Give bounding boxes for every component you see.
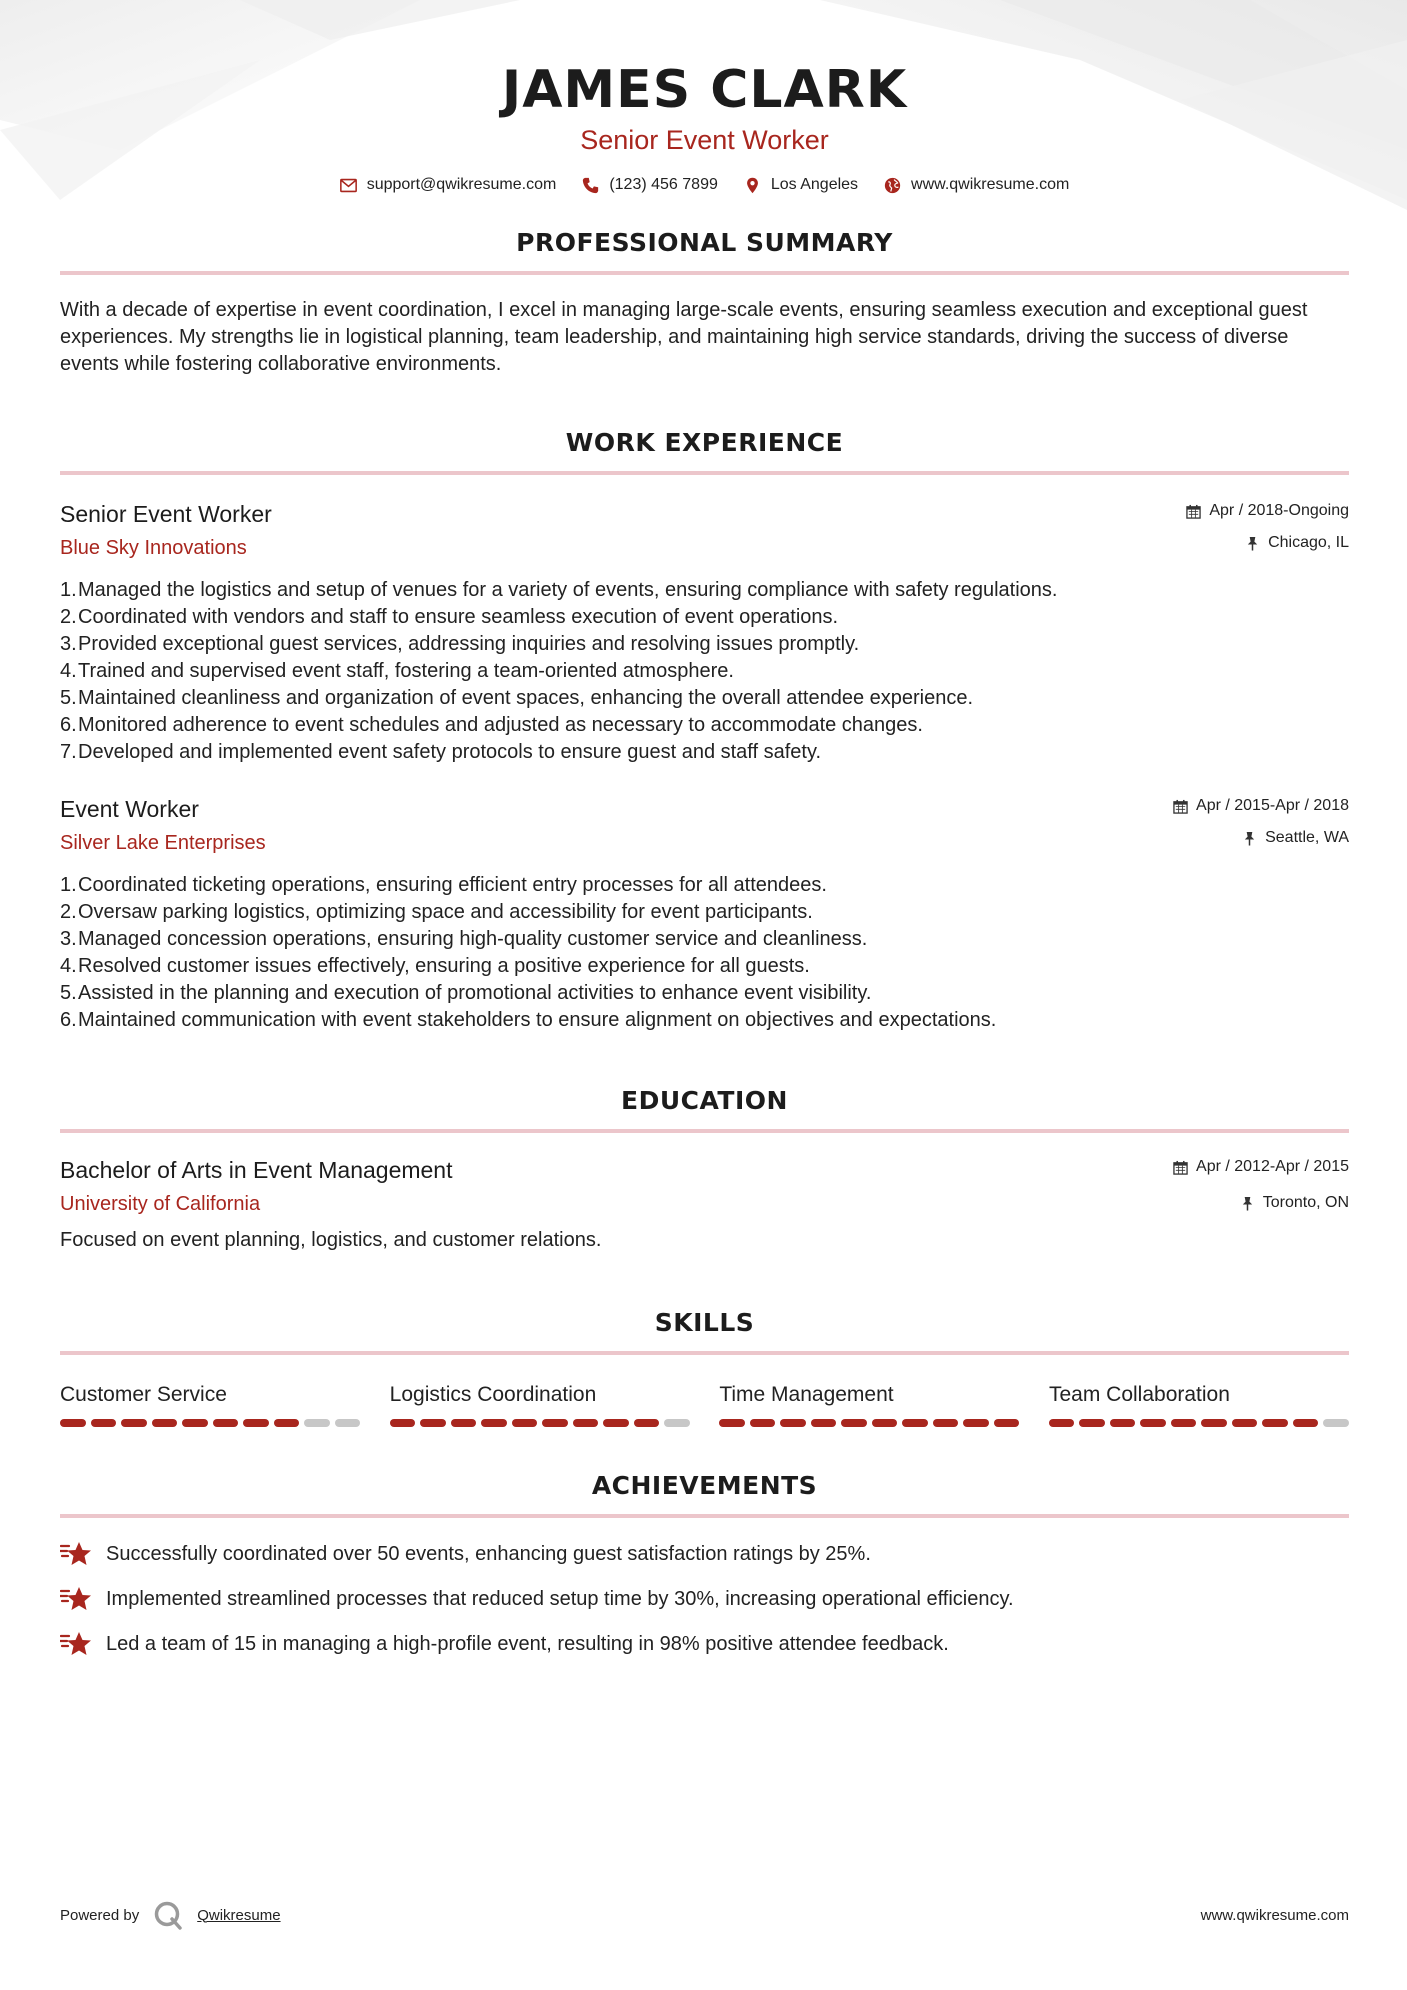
list-item: 5. Maintained cleanliness and organization of event spaces, enhancing the overall attendee experience. [60, 687, 974, 709]
skill-segment [811, 1419, 837, 1427]
skill-segment [664, 1419, 690, 1427]
list-item: 4. Resolved customer issues effectively, ensuring a positive experience for all guests. [60, 955, 810, 977]
contact-website[interactable] [884, 176, 1069, 194]
calendar-icon [1173, 799, 1188, 814]
education-description: Focused on event planning, logistics, and customer relations. [60, 1229, 602, 1251]
skill-level-bar [60, 1419, 360, 1427]
list-item: 1. Managed the logistics and setup of venues for a variety of events, ensuring compliance with safety regulations. [60, 579, 1058, 601]
skill-segment [872, 1419, 898, 1427]
skill-segment [1323, 1419, 1349, 1427]
skills-list [60, 1381, 1349, 1427]
job-dates: Apr / 2018-Ongoing [1209, 502, 1349, 519]
skill-segment [1262, 1419, 1288, 1427]
powered-by [60, 1900, 281, 1930]
calendar-icon [1186, 504, 1201, 519]
skill-segment [274, 1419, 300, 1427]
qwikresume-link[interactable]: Qwikresume [197, 1906, 281, 1924]
job-company: Blue Sky Innovations [60, 537, 247, 559]
skill-segment [719, 1419, 745, 1427]
skill-segment [420, 1419, 446, 1427]
skill-segment [243, 1419, 269, 1427]
skill-name: Customer Service [60, 1383, 227, 1406]
skill-segment [1232, 1419, 1258, 1427]
job-location: Seattle, WA [1265, 829, 1349, 846]
education-location: Toronto, ON [1262, 1194, 1349, 1211]
summary-heading: PROFESSIONAL SUMMARY [60, 228, 1349, 275]
skill-segment [542, 1419, 568, 1427]
contact-location [744, 176, 858, 194]
skill-level-bar [719, 1419, 1019, 1427]
contact-location-text: Los Angeles [770, 176, 859, 193]
star-icon [60, 1585, 92, 1613]
contact-phone-text: (123) 456 7899 [609, 176, 718, 193]
skills-section [60, 1308, 1349, 1427]
job-bullets [60, 577, 1349, 766]
skill-name: Time Management [719, 1383, 894, 1406]
skill-segment [841, 1419, 867, 1427]
job-meta [1186, 499, 1349, 555]
skill-segment [60, 1419, 86, 1427]
list-item: Led a team of 15 in managing a high-profile event, resulting in 98% positive attendee feedback. [60, 1630, 1349, 1658]
skill-segment [902, 1419, 928, 1427]
skill-segment [335, 1419, 361, 1427]
list-item: 2. Coordinated with vendors and staff to ensure seamless execution of event operations. [60, 606, 839, 628]
job-entry [60, 794, 1349, 1034]
skill-name: Logistics Coordination [389, 1383, 597, 1406]
map-pin-icon [744, 177, 761, 194]
summary-section [60, 228, 1349, 378]
summary-text: With a decade of expertise in event coordination, I excel in managing large-scale events, ensuring seamless execution and exceptional guest experiences. My strengths lie in logistical planning, team leadership, and maintaining high service standards, driving the success of diverse events while fostering collaborative environments. [60, 299, 1308, 375]
star-icon [60, 1630, 92, 1658]
job-meta [1173, 794, 1349, 850]
powered-by-label: Powered by [60, 1906, 140, 1924]
skill-segment [1140, 1419, 1166, 1427]
achievements-list [60, 1540, 1349, 1658]
list-item: 7. Developed and implemented event safety protocols to ensure guest and staff safety. [60, 741, 822, 763]
skill-segment [573, 1419, 599, 1427]
resume-page [60, 0, 1349, 1675]
list-item: 3. Provided exceptional guest services, addressing inquiries and resolving issues promptly. [60, 633, 860, 655]
resume-header [60, 0, 1349, 194]
qwikresume-logo-icon [153, 1900, 183, 1930]
contact-website-text: www.qwikresume.com [911, 176, 1070, 193]
candidate-title: Senior Event Worker [580, 125, 829, 155]
skill-segment [481, 1419, 507, 1427]
list-item: Successfully coordinated over 50 events, enhancing guest satisfaction ratings by 25%. [60, 1540, 1349, 1568]
skill-segment [750, 1419, 776, 1427]
skill-segment [1110, 1419, 1136, 1427]
skill-segment [1201, 1419, 1227, 1427]
envelope-icon [340, 177, 357, 194]
skill-segment [603, 1419, 629, 1427]
job-dates: Apr / 2015-Apr / 2018 [1196, 797, 1349, 814]
achievements-section [60, 1471, 1349, 1658]
skill-item [719, 1381, 1019, 1427]
pushpin-icon [1240, 1196, 1255, 1211]
skill-segment [1171, 1419, 1197, 1427]
skill-segment [1049, 1419, 1075, 1427]
candidate-name: JAMES CLARK [501, 60, 908, 120]
list-item: 5. Assisted in the planning and execution of promotional activities to enhance event visibility. [60, 982, 872, 1004]
pushpin-icon [1242, 831, 1257, 846]
job-title: Event Worker [60, 796, 199, 822]
skill-segment [390, 1419, 416, 1427]
skill-level-bar [390, 1419, 690, 1427]
list-item: 1. Coordinated ticketing operations, ensuring efficient entry processes for all attendees. [60, 874, 827, 896]
skill-segment [1079, 1419, 1105, 1427]
list-item: 6. Monitored adherence to event schedules and adjusted as necessary to accommodate changes. [60, 714, 923, 736]
globe-icon [884, 177, 901, 194]
skill-segment [634, 1419, 660, 1427]
list-item: 3. Managed concession operations, ensuring high-quality customer service and cleanliness. [60, 928, 868, 950]
skill-item [60, 1381, 360, 1427]
phone-icon [582, 177, 599, 194]
skill-segment [91, 1419, 117, 1427]
education-entry [60, 1155, 1349, 1254]
skill-segment [994, 1419, 1020, 1427]
contact-bar [60, 176, 1349, 194]
skill-segment [213, 1419, 239, 1427]
education-dates: Apr / 2012-Apr / 2015 [1196, 1158, 1349, 1175]
job-entry [60, 499, 1349, 766]
achievements-heading: ACHIEVEMENTS [60, 1471, 1349, 1518]
experience-heading: WORK EXPERIENCE [60, 428, 1349, 475]
skill-segment [121, 1419, 147, 1427]
job-location: Chicago, IL [1268, 534, 1349, 551]
school-name: University of California [60, 1193, 261, 1215]
skill-segment [933, 1419, 959, 1427]
skill-segment [304, 1419, 330, 1427]
job-company: Silver Lake Enterprises [60, 832, 266, 854]
education-meta [1173, 1155, 1349, 1215]
skill-segment [780, 1419, 806, 1427]
skill-name: Team Collaboration [1048, 1383, 1230, 1406]
list-item: 6. Maintained communication with event stakeholders to ensure alignment on objectives and expectations. [60, 1009, 997, 1031]
footer-website[interactable]: www.qwikresume.com [1200, 1906, 1349, 1924]
skill-item [390, 1381, 690, 1427]
list-item: 2. Oversaw parking logistics, optimizing space and accessibility for event participants. [60, 901, 813, 923]
list-item: Implemented streamlined processes that reduced setup time by 30%, increasing operational efficiency. [60, 1585, 1349, 1613]
skills-heading: SKILLS [60, 1308, 1349, 1355]
experience-section [60, 428, 1349, 1034]
education-heading: EDUCATION [60, 1086, 1349, 1133]
skill-level-bar [1049, 1419, 1349, 1427]
degree-title: Bachelor of Arts in Event Management [60, 1157, 453, 1183]
skill-segment [512, 1419, 538, 1427]
skill-segment [1293, 1419, 1319, 1427]
skill-segment [963, 1419, 989, 1427]
contact-email[interactable] [340, 176, 557, 194]
skill-segment [451, 1419, 477, 1427]
job-bullets [60, 872, 1349, 1034]
skill-item [1049, 1381, 1349, 1427]
pushpin-icon [1245, 536, 1260, 551]
job-title: Senior Event Worker [60, 501, 272, 527]
star-icon [60, 1540, 92, 1568]
skill-segment [182, 1419, 208, 1427]
page-footer [60, 1900, 1349, 1930]
skill-segment [152, 1419, 178, 1427]
list-item: 4. Trained and supervised event staff, fostering a team-oriented atmosphere. [60, 660, 734, 682]
calendar-icon [1173, 1160, 1188, 1175]
contact-phone[interactable] [582, 176, 718, 194]
contact-email-text: support@qwikresume.com [366, 176, 557, 193]
education-section [60, 1086, 1349, 1254]
